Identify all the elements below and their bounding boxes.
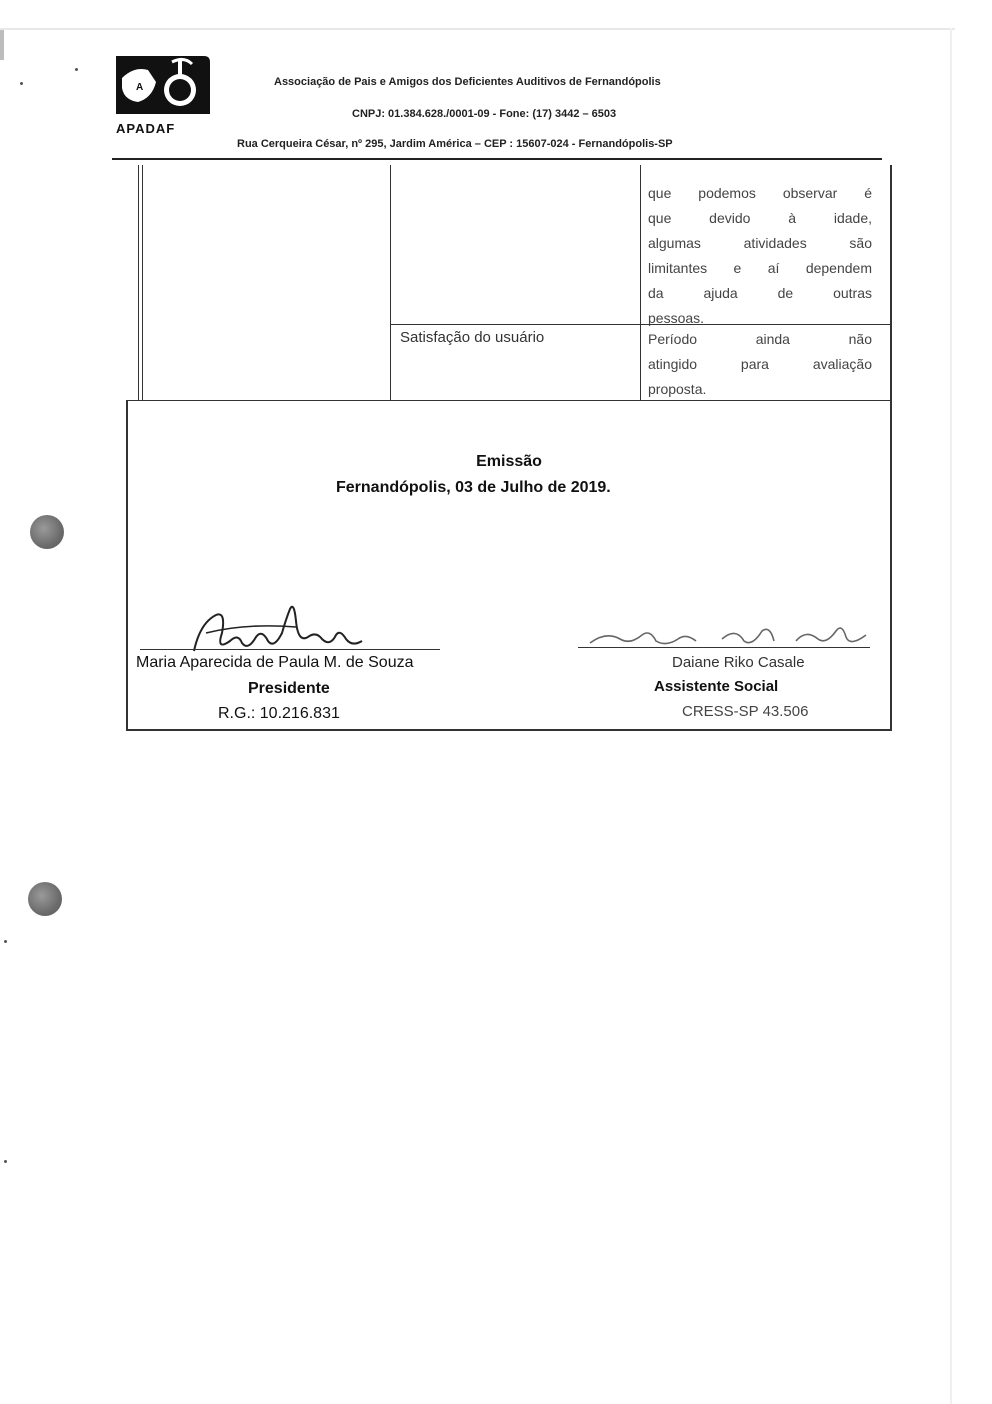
report-box (126, 165, 892, 731)
satisfaction-line: proposta. (648, 381, 707, 397)
box-bottom-border (126, 729, 892, 731)
page-right-edge (950, 28, 952, 1404)
satisfaction-line: atingido para avaliação (648, 356, 872, 372)
president-id: R.G.: 10.216.831 (218, 705, 340, 722)
social-worker-name: Daiane Riko Casale (672, 654, 805, 671)
table-left-border-inner (142, 165, 143, 401)
table-column-divider (390, 165, 391, 401)
punch-hole-top (30, 515, 64, 549)
scan-speck (20, 82, 23, 85)
observation-cell (648, 181, 872, 331)
logo-text: APADAF (116, 121, 176, 136)
president-signature-line (140, 649, 440, 650)
scan-speck (4, 1160, 7, 1163)
emission-date: Fernandópolis, 03 de Julho de 2019. (336, 479, 611, 496)
observation-line: que devido à idade, (648, 210, 872, 226)
page-left-edge (0, 30, 4, 60)
header-rule (112, 158, 882, 160)
table-column-divider (640, 165, 641, 401)
page-top-edge (0, 28, 955, 30)
president-role: Presidente (248, 680, 330, 697)
punch-hole-bottom (28, 882, 62, 916)
social-worker-signature-line (578, 647, 870, 648)
observation-line: que podemos observar é (648, 185, 872, 201)
scan-speck (4, 940, 7, 943)
satisfaction-cell (648, 327, 872, 402)
satisfaction-label: Satisfação do usuário (400, 329, 545, 346)
box-left-border (126, 401, 128, 731)
table-left-border (138, 165, 139, 401)
svg-text:A: A (136, 82, 144, 93)
box-right-border (890, 165, 892, 731)
social-worker-id: CRESS-SP 43.506 (682, 703, 809, 720)
satisfaction-line: Período ainda não (648, 331, 872, 347)
organization-contact: CNPJ: 01.384.628./0001-09 - Fone: (17) 3442 – 6503 (352, 108, 617, 120)
scan-speck (75, 68, 78, 71)
social-worker-role: Assistente Social (654, 678, 779, 695)
emission-title: Emissão (476, 453, 542, 470)
president-name: Maria Aparecida de Paula M. de Souza (136, 654, 414, 671)
observation-line: algumas atividades são (648, 235, 872, 251)
organization-name: Associação de Pais e Amigos dos Deficientes Auditivos de Fernandópolis (274, 76, 661, 88)
observation-line: da ajuda de outras (648, 285, 872, 301)
observation-line: pessoas. (648, 310, 705, 326)
organization-address: Rua Cerqueira César, nº 295, Jardim América – CEP : 15607-024 - Fernandópolis-SP (237, 138, 673, 150)
observation-line: limitantes e aí dependem (648, 260, 872, 276)
